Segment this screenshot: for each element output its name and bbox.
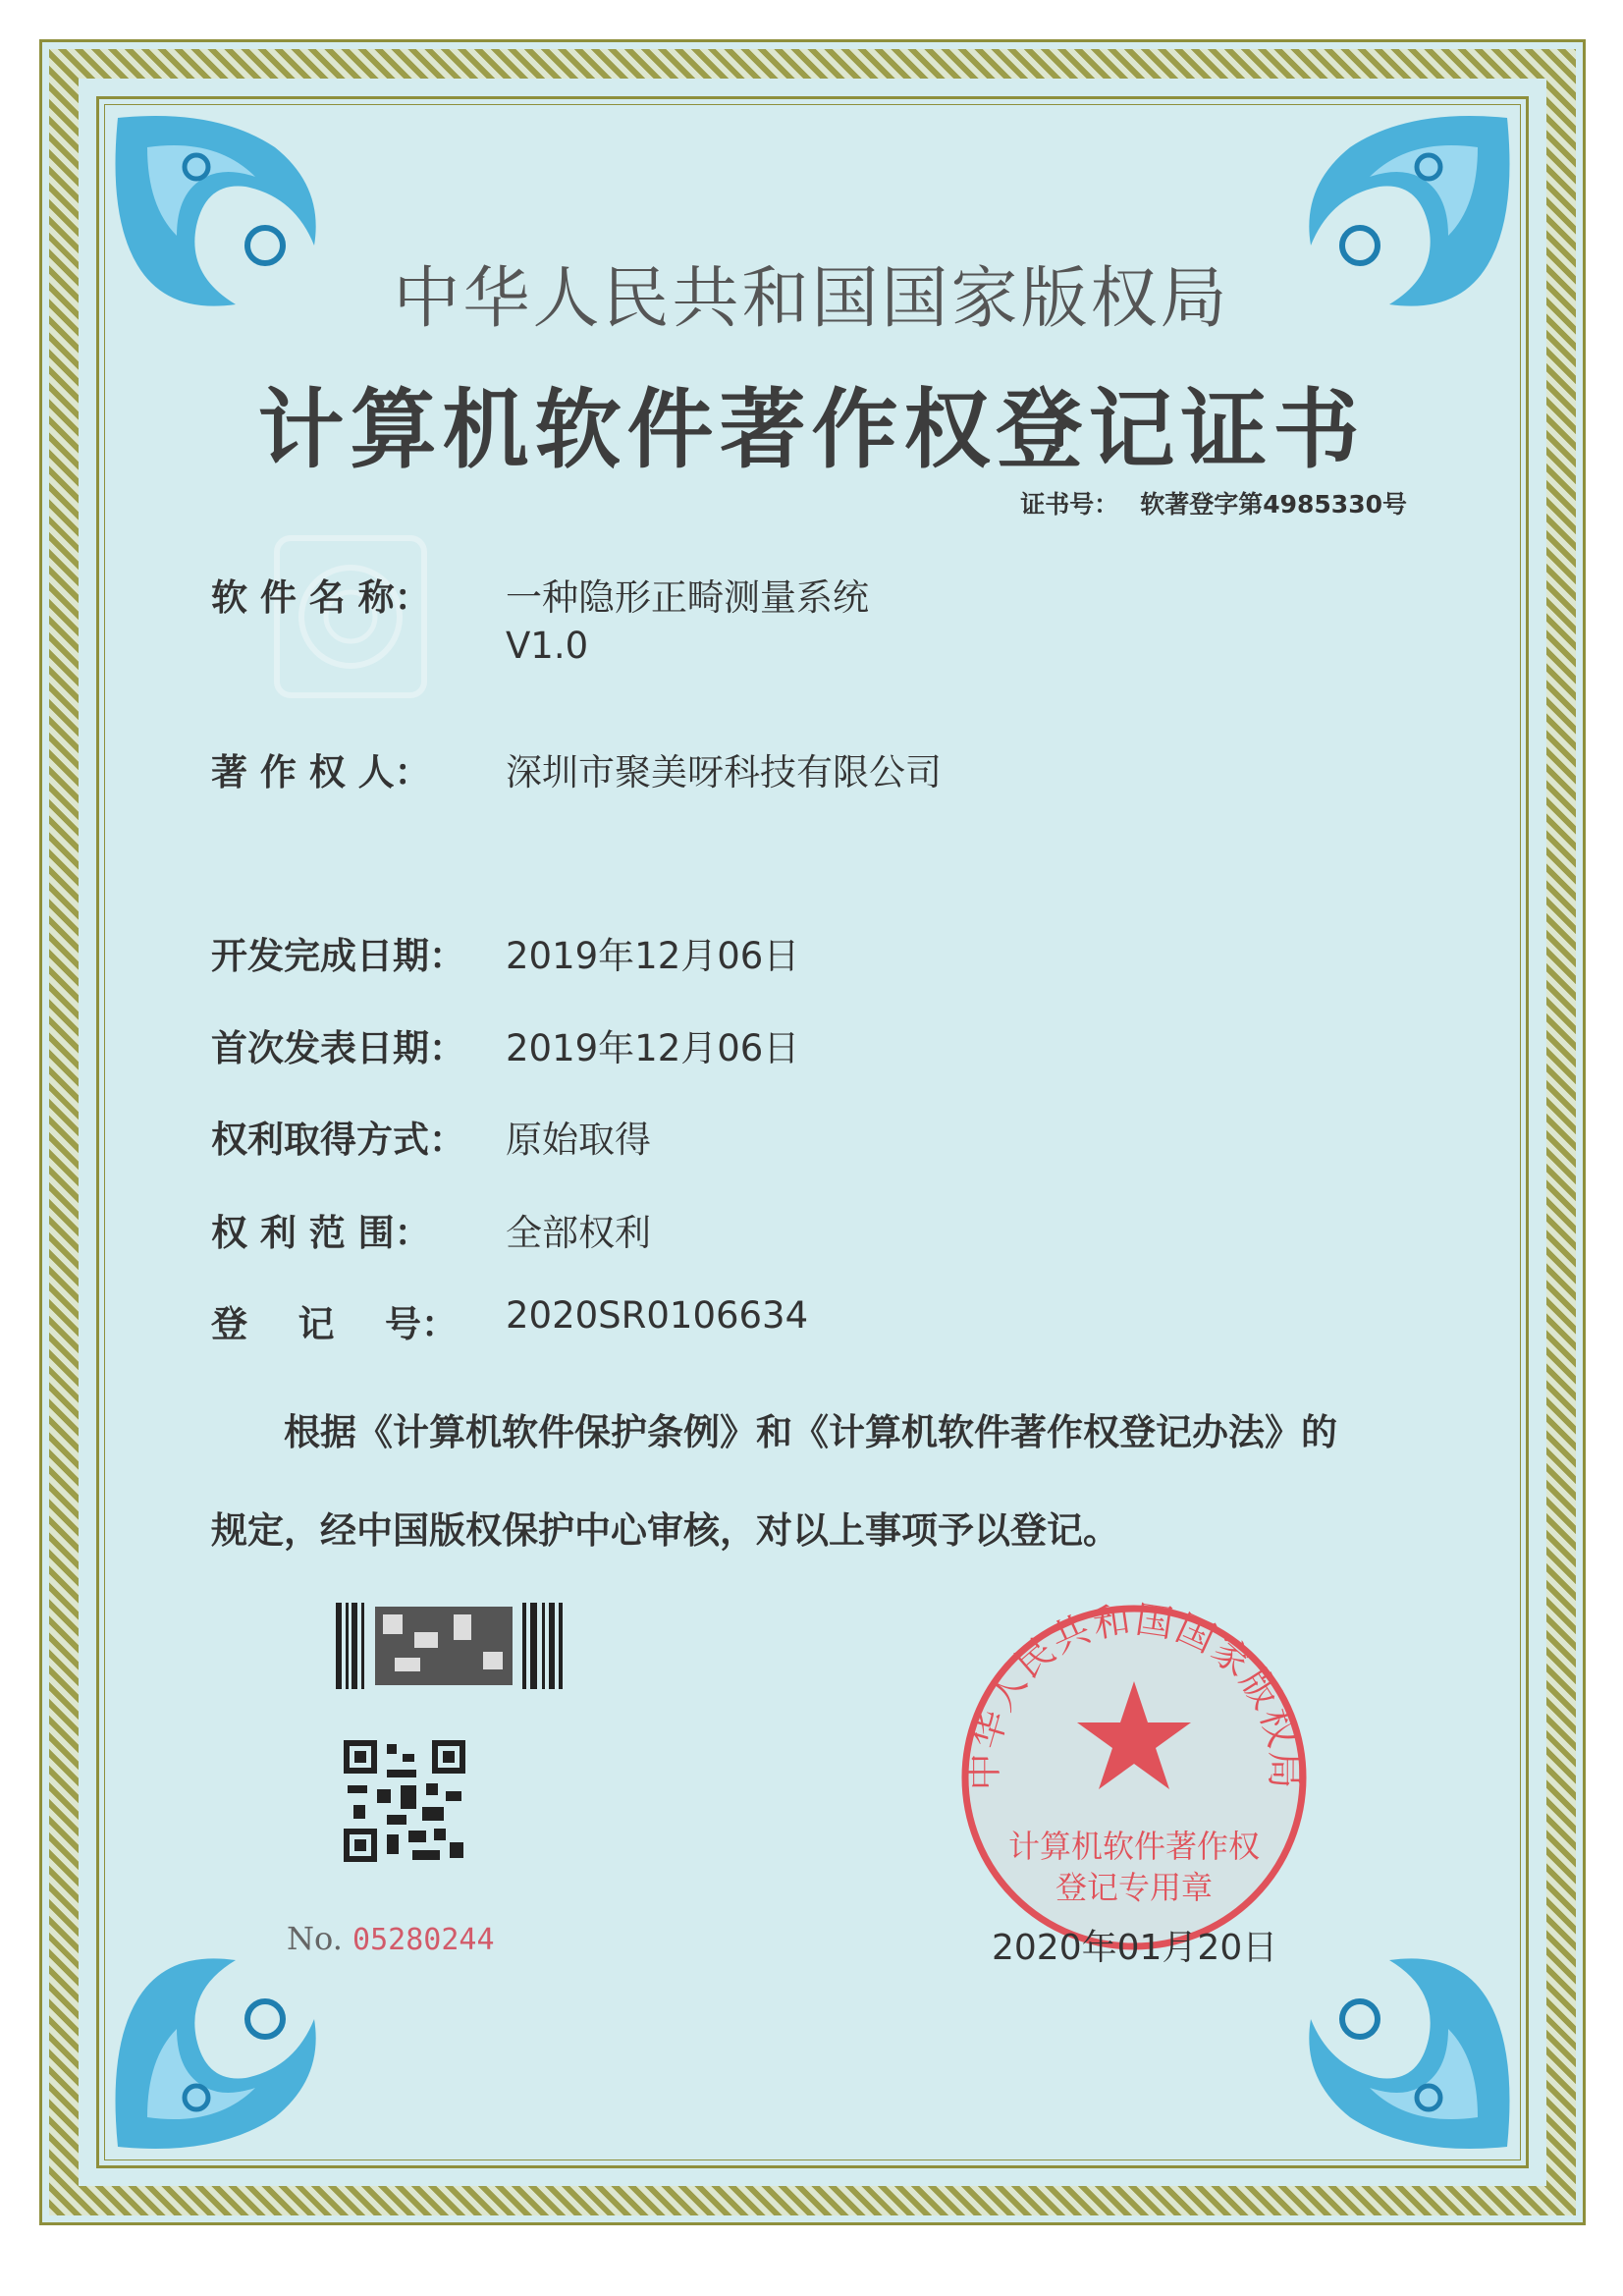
acquire-label: 权利取得方式： — [211, 1119, 465, 1161]
certificate-number-label: 证书号： — [1020, 490, 1119, 519]
issuer-title: 中华人民共和国国家版权局 — [393, 260, 1230, 338]
owner-label: 著 作 权 人： — [211, 751, 431, 793]
serial-number — [287, 1920, 495, 1957]
field-dev-date — [211, 926, 799, 979]
field-reg-no — [211, 1294, 808, 1347]
serial-label: No. — [287, 1920, 343, 1957]
software-version-value: V1.0 — [506, 625, 589, 667]
software-name-value: 一种隐形正畸测量系统 — [506, 576, 869, 619]
field-acquire — [211, 1110, 651, 1163]
corner-ornament-icon — [108, 1931, 334, 2157]
dev-date-label: 开发完成日期： — [211, 935, 465, 977]
serial-value: 05280244 — [352, 1923, 495, 1957]
field-owner — [211, 742, 942, 795]
qr-code-icon — [344, 1740, 465, 1862]
certificate-number-value: 软著登字第4985330号 — [1140, 490, 1407, 519]
owner-value: 深圳市聚美呀科技有限公司 — [506, 751, 942, 793]
body-line-1: 根据《计算机软件保护条例》和《计算机软件著作权登记办法》的 — [284, 1411, 1337, 1453]
body-line-2: 规定，经中国版权保护中心审核，对以上事项予以登记。 — [211, 1509, 1119, 1552]
corner-ornament-icon — [1291, 1931, 1517, 2157]
acquire-value: 原始取得 — [506, 1119, 651, 1161]
seal-ring-text: 中华人民共和国国家版权局 — [961, 1601, 1307, 1791]
scope-value: 全部权利 — [506, 1212, 651, 1254]
field-software-name — [211, 568, 869, 667]
dev-date-value: 2019年12月06日 — [506, 935, 800, 977]
publish-date-value: 2019年12月06日 — [506, 1027, 800, 1069]
reg-no-label: 登 记 号： — [211, 1303, 459, 1345]
reg-no-value: 2020SR0106634 — [506, 1294, 809, 1337]
seal-line-2: 登记专用章 — [1055, 1869, 1213, 1906]
field-publish-date — [211, 1018, 799, 1071]
issue-date: 2020年01月20日 — [992, 1928, 1278, 1968]
seal-line-1: 计算机软件著作权 — [1007, 1828, 1260, 1865]
software-name-label: 软 件 名 称： — [211, 576, 431, 619]
certificate-title: 计算机软件著作权登记证书 — [257, 379, 1366, 480]
barcode-icon — [336, 1603, 564, 1689]
certificate-number — [1020, 485, 1407, 520]
publish-date-label: 首次发表日期： — [211, 1027, 465, 1069]
field-scope — [211, 1203, 651, 1256]
scope-label: 权 利 范 围： — [211, 1212, 431, 1254]
